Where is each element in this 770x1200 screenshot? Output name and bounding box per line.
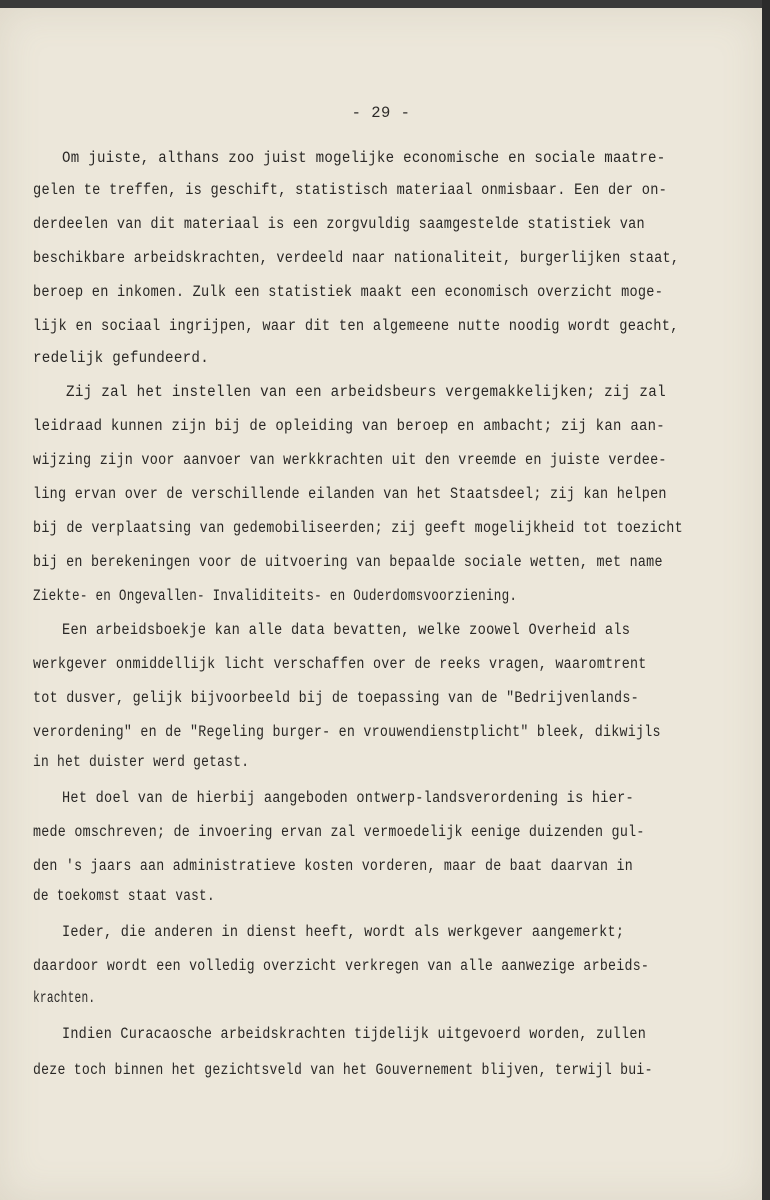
text-line: mede omschreven; de invoering ervan zal vermoedelijk eenige duizenden gul-	[33, 823, 645, 841]
text-line: Ziekte- en Ongevallen- Invaliditeits- en Ouderdomsvoorziening.	[33, 587, 518, 605]
text-line: krachten.	[33, 989, 96, 1007]
text-line: tot dusver, gelijk bijvoorbeeld bij de toepassing van de "Bedrijvenlands-	[33, 689, 639, 707]
text-line: daardoor wordt een volledig overzicht verkregen van alle aanwezige arbeids-	[33, 957, 650, 975]
document-page	[0, 8, 762, 1200]
text-line: Ieder, die anderen in dienst heeft, wordt als werkgever aangemerkt;	[62, 923, 625, 941]
page-number: - 29 -	[351, 104, 411, 122]
text-line: Indien Curacaosche arbeidskrachten tijdelijk uitgevoerd worden, zullen	[62, 1025, 647, 1043]
text-line: derdeelen van dit materiaal is een zorgvuldig saamgestelde statistiek van	[33, 215, 645, 233]
text-line: wijzing zijn voor aanvoer van werkkrachten uit den vreemde en juiste verdee-	[33, 451, 667, 469]
text-line: de toekomst staat vast.	[33, 887, 215, 905]
text-line: bij en berekeningen voor de uitvoering van bepaalde sociale wetten, met name	[33, 553, 663, 571]
text-line: Om juiste, althans zoo juist mogelijke economische en sociale maatre-	[62, 149, 666, 167]
text-line: redelijk gefundeerd.	[33, 349, 210, 367]
text-line: den 's jaars aan administratieve kosten vorderen, maar de baat daarvan in	[33, 857, 633, 875]
text-line: ling ervan over de verschillende eilanden van het Staatsdeel; zij kan helpen	[33, 485, 667, 503]
text-line: beroep en inkomen. Zulk een statistiek maakt een economisch overzicht moge-	[33, 283, 664, 301]
text-line: Zij zal het instellen van een arbeidsbeurs vergemakkelijken; zij zal	[66, 383, 666, 401]
text-line: in het duister werd getast.	[33, 753, 250, 771]
text-line: Het doel van de hierbij aangeboden ontwerp-landsverordening is hier-	[62, 789, 634, 807]
text-line: deze toch binnen het gezichtsveld van het Gouvernement blijven, terwijl bui-	[33, 1061, 653, 1079]
text-line: werkgever onmiddellijk licht verschaffen over de reeks vragen, waaromtrent	[33, 655, 647, 673]
text-line: gelen te treffen, is geschift, statistisch materiaal onmisbaar. Een der on-	[33, 181, 668, 199]
text-line: verordening" en de "Regeling burger- en vrouwendienstplicht" bleek, dikwijls	[33, 723, 661, 741]
text-line: leidraad kunnen zijn bij de opleiding van beroep en ambacht; zij kan aan-	[33, 417, 665, 435]
text-line: bij de verplaatsing van gedemobiliseerden; zij geeft mogelijkheid tot toezicht	[33, 519, 683, 537]
text-line: beschikbare arbeidskrachten, verdeeld naar nationaliteit, burgerlijken staat,	[33, 249, 680, 267]
scan-edge	[762, 0, 770, 1200]
text-line: Een arbeidsboekje kan alle data bevatten, welke zoowel Overheid als	[62, 621, 631, 639]
text-line: lijk en sociaal ingrijpen, waar dit ten algemeene nutte noodig wordt geacht,	[33, 317, 679, 335]
